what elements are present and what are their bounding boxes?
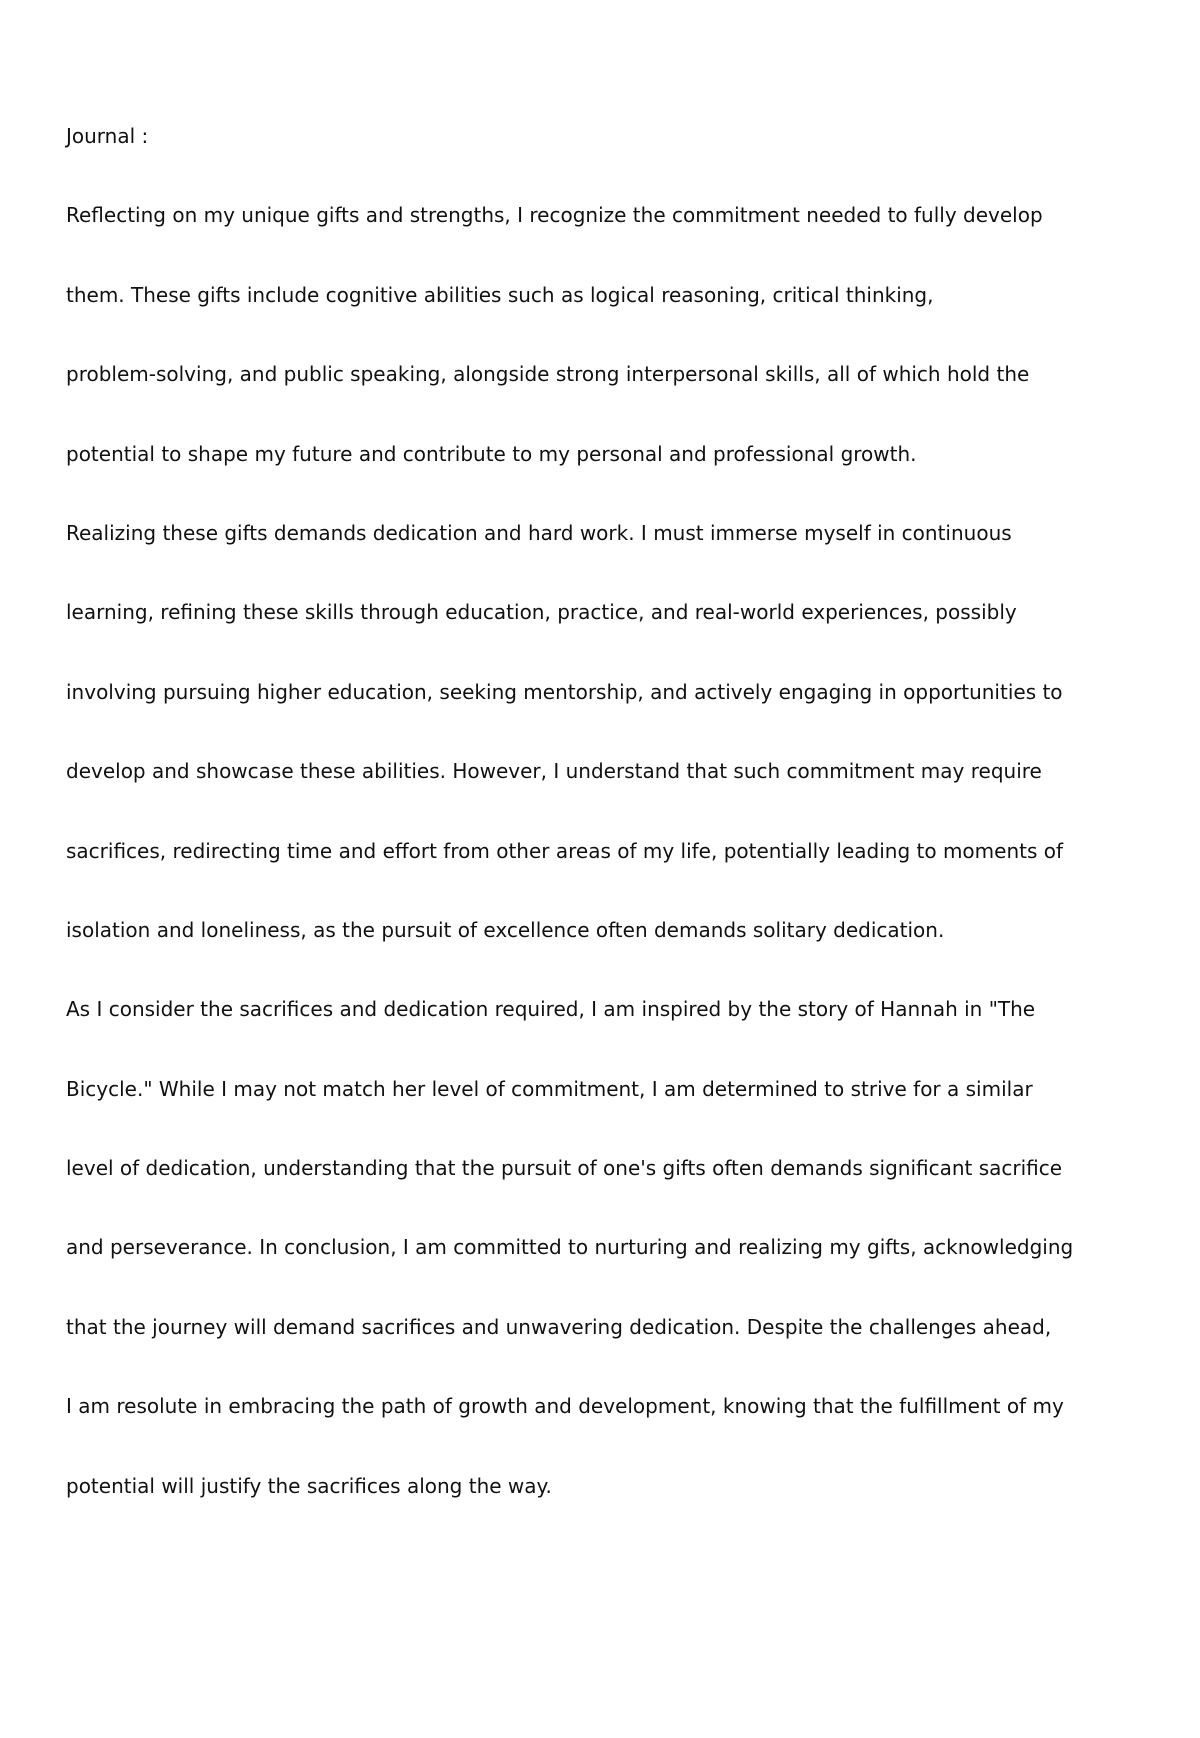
text-line: level of dedication, understanding that the pursuit of one's gifts often demands significant sacrifice xyxy=(66,1156,1063,1181)
text-line: them. These gifts include cognitive abilities such as logical reasoning, critical thinking, xyxy=(66,282,934,307)
text-line: sacrifices, redirecting time and effort from other areas of my life, potentially leading to moments of xyxy=(66,838,1064,863)
text-line: potential will justify the sacrifices along the way. xyxy=(66,1473,552,1498)
text-line: that the journey will demand sacrifices and unwavering dedication. Despite the challenges ahead, xyxy=(66,1314,1052,1339)
text-line: involving pursuing higher education, seeking mentorship, and actively engaging in opportunities to xyxy=(66,679,1063,704)
journal-body xyxy=(66,116,1146,1506)
text-line: Realizing these gifts demands dedication and hard work. I must immerse myself in continuous xyxy=(66,520,1012,545)
text-line: learning, refining these skills through education, practice, and real-world experiences, possibly xyxy=(66,600,1017,625)
journal-heading: Journal : xyxy=(66,124,149,148)
text-line: and perseverance. In conclusion, I am committed to nurturing and realizing my gifts, acknowledging xyxy=(66,1235,1074,1260)
text-line: As I consider the sacrifices and dedication required, I am inspired by the story of Hannah in "The xyxy=(66,997,1036,1022)
text-line: Bicycle." While I may not match her level of commitment, I am determined to strive for a similar xyxy=(66,1076,1033,1101)
text-line: Reflecting on my unique gifts and strengths, I recognize the commitment needed to fully develop xyxy=(66,203,1043,228)
text-line: problem-solving, and public speaking, alongside strong interpersonal skills, all of which hold the xyxy=(66,362,1030,387)
text-line: develop and showcase these abilities. However, I understand that such commitment may require xyxy=(66,759,1042,784)
text-line: isolation and loneliness, as the pursuit of excellence often demands solitary dedication. xyxy=(66,917,945,942)
text-line: I am resolute in embracing the path of growth and development, knowing that the fulfillment of my xyxy=(66,1394,1064,1419)
text-line: potential to shape my future and contribute to my personal and professional growth. xyxy=(66,441,917,466)
